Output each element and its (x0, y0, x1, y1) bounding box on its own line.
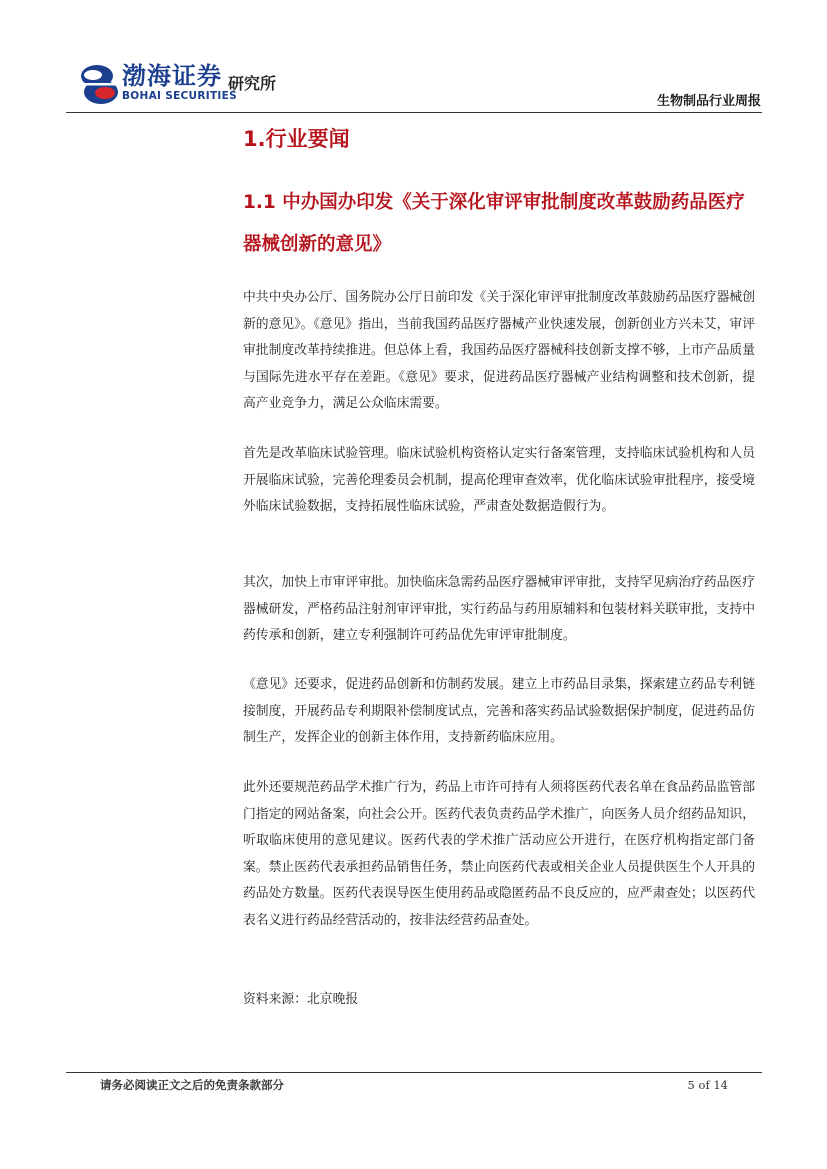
header-divider (66, 112, 762, 113)
page-header (0, 0, 827, 116)
logo-institute: 研究所 (228, 74, 277, 93)
company-logo (78, 62, 298, 106)
page-number: 5 of 14 (687, 1078, 728, 1092)
logo-english-name: BOHAI SECURITIES (122, 90, 237, 102)
paragraph: 《意见》还要求，促进药品创新和仿制药发展。建立上市药品目录集，探索建立药品专利链接制度，开展药品专利期限补偿制度试点，完善和落实药品试验数据保护制度，促进药品仿制生产，发挥企业的创新主体作用，支持新药临床应用。 (243, 677, 755, 746)
source-note: 资料来源：北京晚报 (243, 992, 359, 1007)
bohai-logo-icon (78, 62, 120, 106)
paragraph: 中共中央办公厅、国务院办公厅日前印发《关于深化审评审批制度改革鼓励药品医疗器械创新的意见》。《意见》指出，当前我国药品医疗器械产业快速发展，创新创业方兴未艾，审评审批制度改革持续推进。但总体上看，我国药品医疗器械科技创新支撑不够，上市产品质量与国际先进水平存在差距。《意见》要求，促进药品医疗器械产业结构调整和技术创新，提高产业竞争力，满足公众临床需要。 (243, 290, 755, 412)
section-subheading: 1.1 中办国办印发《关于深化审评审批制度改革鼓励药品医疗器械创新的意见》 (243, 192, 745, 255)
footer-disclaimer: 请务必阅读正文之后的免责条款部分 (100, 1078, 284, 1092)
section-heading: 1.行业要闻 (243, 127, 350, 151)
footer-divider (66, 1072, 762, 1073)
logo-chinese-name: 渤海证券 (122, 62, 222, 90)
paragraph: 其次，加快上市审评审批。加快临床急需药品医疗器械审评审批，支持罕见病治疗药品医疗器械研发，严格药品注射剂审评审批，实行药品与药用原辅料和包装材料关联审批，支持中药传承和创新，建立专利强制许可药品优先审评审批制度。 (243, 575, 755, 644)
paragraph: 首先是改革临床试验管理。临床试验机构资格认定实行备案管理，支持临床试验机构和人员开展临床试验，完善伦理委员会机制，提高伦理审查效率，优化临床试验审批程序，接受境外临床试验数据，支持拓展性临床试验，严肃查处数据造假行为。 (243, 446, 755, 515)
report-title: 生物制品行业周报 (656, 94, 761, 109)
paragraph: 此外还要规范药品学术推广行为，药品上市许可持有人须将医药代表名单在食品药品监管部门指定的网站备案，向社会公开。医药代表负责药品学术推广，向医务人员介绍药品知识，听取临床使用的意见建议。医药代表的学术推广活动应公开进行，在医疗机构指定部门备案。禁止医药代表承担药品销售任务，禁止向医药代表或相关企业人员提供医生个人开具的药品处方数量。医药代表误导医生使用药品或隐匿药品不良反应的，应严肃查处；以医药代表名义进行药品经营活动的，按非法经营药品查处。 (243, 780, 755, 928)
